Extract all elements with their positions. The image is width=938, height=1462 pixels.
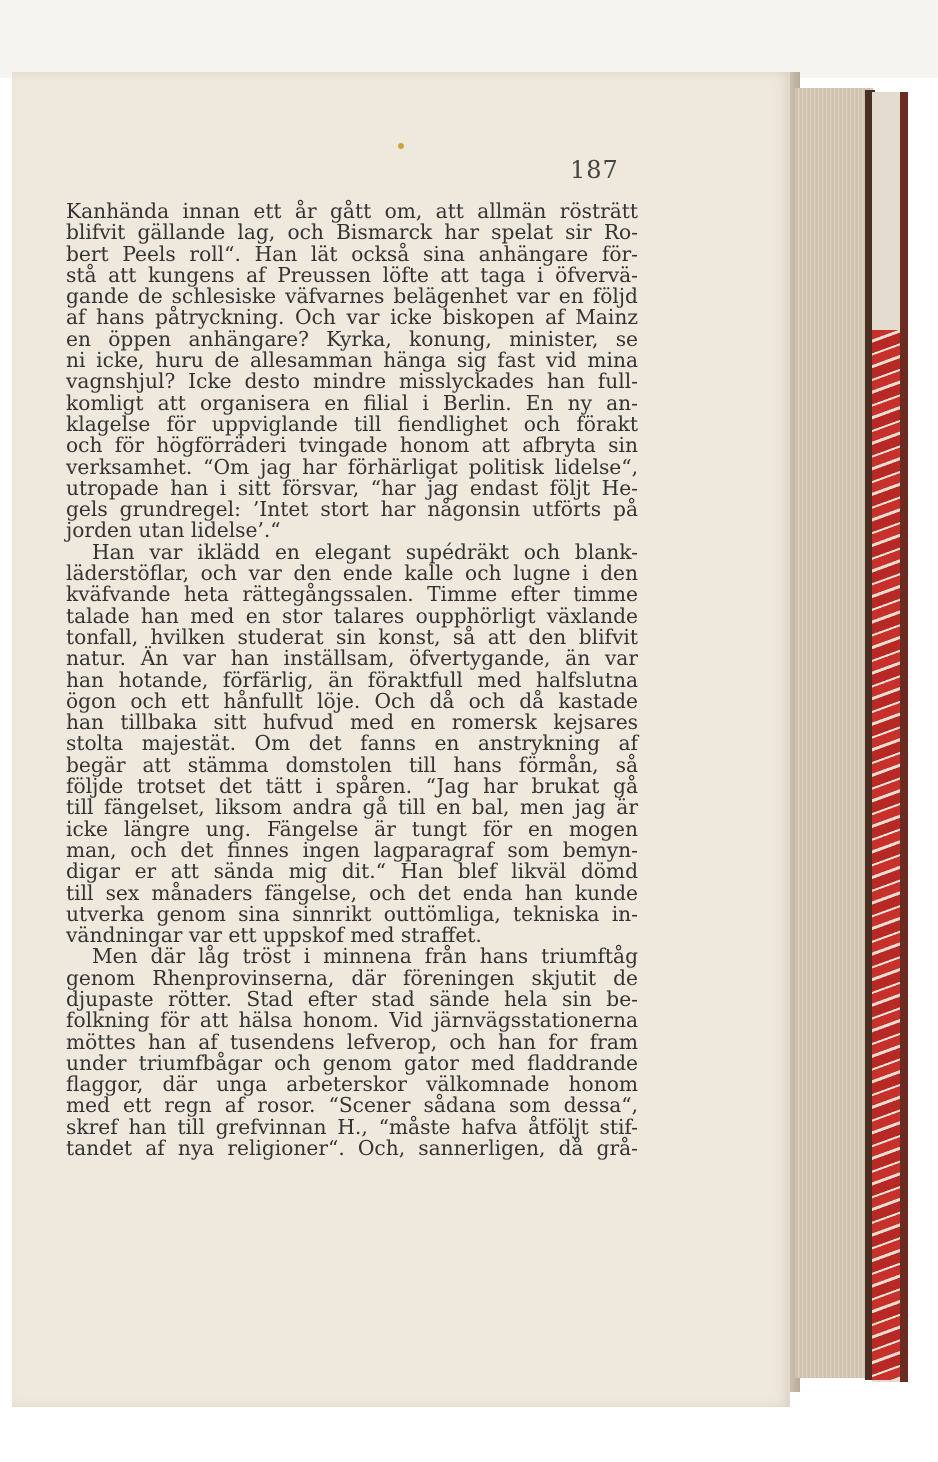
scan-background bbox=[0, 0, 938, 78]
text-line: verksamhet. “Om jag har förhärligat politisk lidelse“, bbox=[66, 454, 638, 479]
text-line: möttes han af tusendens lefverop, och han for fram bbox=[66, 1029, 638, 1054]
text-line: folkning för att hälsa honom. Vid järnvägsstationerna bbox=[66, 1008, 638, 1033]
text-line: med ett regn af rosor. “Scener sådana som dessa“, bbox=[66, 1093, 638, 1118]
text-line: till fängelset, liksom andra gå till en bal, men jag är bbox=[66, 795, 638, 820]
text-line: bert Peels roll“. Han lät också sina anhängare för- bbox=[66, 241, 638, 266]
text-line: ni icke, huru de allesamman hänga sig fast vid mina bbox=[66, 348, 638, 373]
text-line: blifvit gällande lag, och Bismarck har spelat sir Ro- bbox=[66, 220, 638, 245]
ink-spot bbox=[398, 143, 404, 149]
text-line: kväfvande heta rättegångssalen. Timme efter timme bbox=[66, 582, 638, 607]
text-line: Kanhända innan ett år gått om, att allmän rösträtt bbox=[66, 199, 638, 223]
text-line: och för högförräderi tvingade honom att afbryta sin bbox=[66, 433, 638, 458]
text-line: en öppen anhängare? Kyrka, konung, minister, se bbox=[66, 326, 638, 351]
text-line: begär att stämma domstolen till hans förmån, så bbox=[66, 752, 638, 777]
text-line: talade han med en stor talares oupphörligt växlande bbox=[66, 603, 638, 628]
text-line: icke längre ung. Fängelse är tungt för en mogen bbox=[66, 816, 638, 841]
text-line: vagnshjul? Icke desto mindre misslyckades han full- bbox=[66, 369, 638, 394]
text-line: af hans påtryckning. Och var icke biskopen af Mainz bbox=[66, 305, 638, 330]
text-line: vändningar var ett uppskof med straffet. bbox=[66, 923, 482, 948]
text-line: gande de schlesiske väfvarnes belägenhet var en följd bbox=[66, 284, 638, 309]
text-line: jorden utan lidelse’.“ bbox=[66, 518, 281, 543]
text-line: stå att kungens af Preussen löfte att taga i öfvervä- bbox=[66, 262, 638, 287]
text-line: under triumfbågar och genom gator med fladdrande bbox=[66, 1050, 638, 1075]
text-line: flaggor, där unga arbeterskor välkomnade honom bbox=[66, 1072, 638, 1097]
text-line: gels grundregel: ’Intet stort har någonsin utförts på bbox=[66, 497, 638, 522]
text-line: man, och det finnes ingen lagparagraf som bemyn- bbox=[66, 837, 638, 862]
text-line: skref han till grefvinnan H., “måste hafva åtföljt stif- bbox=[66, 1114, 638, 1139]
text-line: utverka genom sina sinnrikt outtömliga, tekniska in- bbox=[66, 901, 638, 926]
text-line: stolta majestät. Om det fanns en anstrykning af bbox=[66, 731, 638, 756]
book-page-edges bbox=[795, 88, 873, 1378]
text-line: ögon och ett hånfullt löje. Och då och då kastade bbox=[66, 688, 638, 713]
text-line: läderstöflar, och var den ende kalle och lugne i den bbox=[66, 561, 638, 586]
text-line: utropade han i sitt försvar, “har jag endast följt He- bbox=[66, 475, 638, 500]
text-line: Men där låg tröst i minnena från hans triumftåg bbox=[92, 944, 638, 969]
book-cover-border bbox=[900, 92, 908, 1382]
text-line: natur. Än var han inställsam, öfvertygande, än var bbox=[66, 646, 638, 671]
body-text bbox=[66, 201, 638, 1159]
text-line: till sex månaders fängelse, och det enda han kunde bbox=[66, 880, 638, 905]
text-line: tandet af nya religioner“. Och, sannerligen, då grå- bbox=[66, 1136, 638, 1161]
text-line: Han var iklädd en elegant supédräkt och blank- bbox=[92, 539, 638, 564]
text-line: komligt att organisera en filial i Berlin. En ny an- bbox=[66, 390, 638, 415]
page-number: 187 bbox=[570, 156, 619, 184]
text-line: djupaste rötter. Stad efter stad sände hela sin be- bbox=[66, 986, 638, 1011]
text-line: följde trotset det tätt i spåren. “Jag har brukat gå bbox=[66, 774, 638, 799]
text-line: han tillbaka sitt hufvud med en romersk kejsares bbox=[66, 710, 638, 735]
text-line: digar er att sända mig dit.“ Han blef likväl dömd bbox=[66, 859, 638, 884]
text-line: tonfall, hvilken studerat sin konst, så att den blifvit bbox=[66, 624, 638, 649]
text-line: genom Rhenprovinserna, där föreningen skjutit de bbox=[66, 965, 638, 990]
text-line: han hotande, förfärlig, än föraktfull med halfslutna bbox=[66, 667, 638, 692]
text-line: klagelse för uppviglande till fiendlighet och förakt bbox=[66, 411, 638, 436]
